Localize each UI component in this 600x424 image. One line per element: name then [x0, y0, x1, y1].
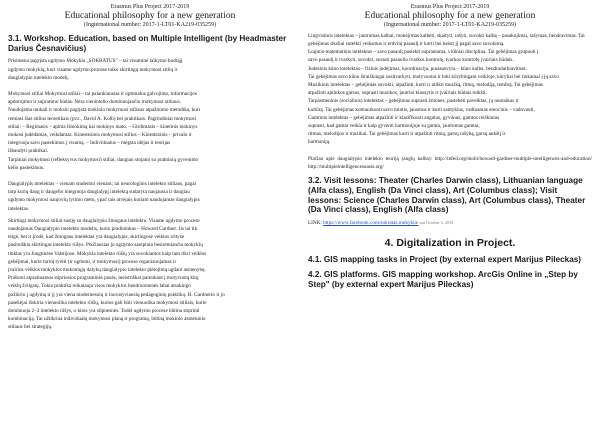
text-line: apdorojimo ir supratimo būdas. Nėra vienintelio dominuojančio mokymosi stiliaus. — [8, 99, 181, 106]
text-line: daugialypio intelekto modelį. — [8, 74, 69, 81]
text-line: teigė, bet ir įrodė, kad žmogaus intelektas yra daugialypis, skirtingose veiklos srityse — [8, 234, 185, 241]
text-line: ugdymo mokyklą, kuri visame ugdymo procese taiko skirtingų mokymosi stilių ir — [8, 66, 178, 73]
text-line: Prisimenu pagrįsta ugdymo Mokykla „SOKRATUS" – tai visuminė laikymo budrąjį — [8, 58, 183, 65]
text-line: Gamtinis intelektas – gebėjimas atpažinti ir klasifikuoti augalus, gyvūnus, gamtos reiškinius — [308, 114, 500, 121]
right-page-header — [308, 4, 592, 29]
project-number: (Ingternational number: 2017-1-LT01-KA219-035259) — [383, 21, 517, 28]
project-label: Erasmus Plus Project 2017-2019 — [110, 4, 190, 10]
link-label: LINK: — [308, 220, 322, 227]
project-title: Educational philosophy for a new generation — [364, 10, 536, 21]
facebook-link[interactable]: https://www.facebook.com/sokratas.mokykla/ — [323, 220, 419, 227]
text-line: ugdymo mokymosi naujovių tyrimo metu, ypač tais atvejais kuriam naudojamas daugialypis — [8, 197, 200, 204]
text-line: Tai gebėjimas savo kūnu išraiškingai susitvarkyti, motyvuotai ir būti kūrybingam veikloje, kūrybai bei tinkamai į jų savo — [308, 73, 559, 80]
text-line: įvairios veiklos mokyklos mokomųjų dalykų daugialypio intelekto plėtojimą ugdant asmenybę. — [8, 267, 206, 274]
right-page — [300, 0, 600, 424]
text-line: stiliai: – Regimasis – apima išmokimą kai mokinys mato. – Girdimasis – kinetinis mokinys — [8, 123, 198, 130]
intelligence-types-paragraph — [308, 32, 592, 147]
chapter-heading-4: 4. Digitalization in Project. — [384, 237, 516, 250]
left-page-header — [8, 4, 292, 29]
text-line: požiūrio į ugdymą ir jį yra viena modernesnių ir inovatyviausių pedagoginių praktikų. H. Gardnerio ir jo — [8, 291, 225, 298]
text-line: gebėjimas tiksliai sutelkti veiksmus ir erdvinį pasaulį ir kurti bei keisti jį pagal savo suvokimą. — [308, 40, 505, 47]
text-line: kombinaciją. Tai užtikrina individualų mokymosi planą ir programą, būtiną mokinio asmeninio — [8, 316, 206, 323]
text-line: Daugialypis intelektas – vienam studentui vienam; tai neurologinis intelekto stiliaus, pagal — [8, 181, 197, 188]
text-line: integruoja savo pasiekimus į visumą. – Individualus – mėgsta idėjas ir teorijas — [8, 140, 171, 147]
text-line: Muzikinis intelektas – gebėjimas suvokti, atpažinti, kurti ir atlikti muziką, ritmą, melodiją, tembrą. Tai gebėjimas — [308, 81, 543, 88]
text-line: Naudojama unikali ir mokslu pagrįsta mokinio mokymosi stiliaus atpažinimo metodika, kuri — [8, 107, 201, 114]
section-heading-3-2: 3.2. Visit lessons: Theater (Charles Darwin class), Lithuanian language (Alfa class), English (Da Vinci class), Art (Columbus class); Visit lessons: Science (Charles Darwin class), Art (Columbus class), Theater (Da Vinci class), English (Alfa class) — [308, 175, 586, 215]
link-line — [308, 219, 592, 227]
text-line: atpažinti aplinkos garsus, suprasti muzikos, jautriai klausytis ir įvairiais būdais reikšti. — [308, 90, 487, 97]
text-line: Loginis-matematinis intelektas – savo pasaulį pasiekti suprantama, vidiniai disciplina. Tai gebėjimas grupuoti į — [308, 49, 539, 56]
text-line: intelektas. — [8, 205, 30, 212]
project-title: Educational philosophy for a new generation — [64, 10, 236, 21]
text-line: Tarpasmeninis (socialinis) intelektas – gebėjimas suprasti žmones, pastebėti paveiktas, jų nuotaikas ir — [308, 98, 519, 105]
text-line: Skirtingi mokymosi stiliai susiję su daugialypiu žmogaus intelektu. Visame ugdymo procese — [8, 217, 200, 224]
intro-paragraph — [8, 57, 292, 82]
text-line: mokosi judėdamas, veikdamas. Kinestezinis mokymosi stilius – Kinestezinis – privalo ir — [8, 132, 192, 139]
text-line: Prašomi atpratinamos stipriosios programinės pusės, meistriškai parenkant į motyvuotą kitų — [8, 275, 199, 282]
text-line: pasireiškia skirtingas intelekto rūšys. Pikčiausias jo ugdymo samprata besiremiančia mokyklų — [8, 242, 203, 249]
project-label: Erasmus Plus Project 2017-2019 — [410, 4, 490, 10]
text-line: naudojamas Daugialypio intelekto modelis, kurio pradininkas – Howard Gardner. Jis tai tik — [8, 226, 198, 233]
section-heading-4-2: 4.2. GIS platforms. GIS mapping workshop. ArcGis Online in „Step by Step" (by external expert Marijus Pileckas) — [308, 270, 578, 290]
text-line: savo pasaulį ir tvarkyti, suvokti, surasti pasaulio tvarkos kontrolę, tvarkos kontrolę įvairiais būdais. — [308, 57, 514, 64]
link-date: sau October 3, 2018 — [419, 220, 454, 226]
text-line: ritmas, melodijos ir muzikai. Tai gebėjimas kurti ir atpažinti ritmą, garsų rašybą, garsų aukštį ir — [308, 131, 506, 138]
text-line: kelio pasiekimus. — [8, 164, 45, 171]
text-line: Judesinis kūno intelektas – fizinis judėjimas, koordinacija, pusiausvyra – kūno kalba, bendradarbiavimas. — [308, 65, 527, 72]
text-line: Mokymosi stiliai Mokymosi stiliai – tai palankiausias ir optimalus galvojimo, informacijos — [8, 91, 197, 97]
gardner-paragraph — [8, 217, 292, 332]
text-line: harmoniją. — [308, 139, 331, 146]
text-line: remiasi šias stilius teoretikais (pvz., David A. Kolb) bei praktikais. Pagrindiniai mokymosi — [8, 115, 197, 122]
text-line: išbandyti praktikai. — [8, 148, 49, 155]
text-line: kultūrą. Tai gebėjimas komunikuoti savo mintis, jausmus ir kurti santykius, vadinamas emocinis – vadovauti, — [308, 106, 535, 113]
further-reading-paragraph: Plačiau apie daugialypio intelekto teoriją (anglų kalba): http://infed.org/mobi/howard-gardner-multiple-intelligences-and-education/ http://multipleintelligencesoasis.org/ — [308, 155, 592, 170]
text-line: gebėjimai, kurie turinį tyrėti (ir ugdomi, ir mokymosi) procese organizuojamas ir — [8, 258, 177, 265]
text-line: suprasti, kad gamta veikia ir kaip gyventi harmonijoje su gamta, jautrumas gamtai, — [308, 122, 480, 129]
text-line: dominuoja 2–3 intelekto rūšys, o kitos yra silpnesnės. Todėl ugdymo procese būtina stiprinti — [8, 308, 200, 315]
text-line: veiklų žvilgsnį. Tokia praktika reikalauja visos mokyklos bendruomenės labai atsakingo — [8, 283, 191, 290]
text-line: Lingvistinis intelektas – jautrumas kalbai, mokėjimas kalbėti, skaityti, rašyti, suvokti kalbą – pasakojimai, rašymas, bendravimas. Tai — [308, 32, 585, 39]
text-line: tinklas yra Jungtinėse Valstijose. Mokykla intelekto rūšių yra suvokiamos kaip tam tikri veiklos — [8, 250, 207, 257]
text-line: Tarpiniai mokymosi (refleksyvus mokymosi) stiliai, daugiau stojami su praktinių gyvenimo — [8, 156, 199, 163]
text-line: stiliaus bei strategijų. — [8, 324, 53, 331]
text-line: pasekėjai išskiria vienuolika intelekto rūšių, kurios gali būti vienuolika mokymosi stiliais, kurie — [8, 299, 207, 306]
project-number: (Ingternational number: 2017-1-LT01-KA219-035259) — [83, 21, 217, 28]
learning-styles-paragraph — [8, 90, 292, 172]
text-line: tarp kurių daug ir daugelio integruoja daugialypį intelektą sudaryta naujausia ir daugiau — [8, 189, 190, 196]
section-heading-3-1: 3.1. Workshop. Education, based on Multiple Intelligent (by Headmaster Darius Česnavičius) — [8, 33, 287, 53]
section-heading-4-1: 4.1. GIS mapping tasks in Project (by external expert Marijus Pileckas) — [308, 255, 582, 265]
multiple-intelligence-paragraph — [8, 180, 292, 213]
